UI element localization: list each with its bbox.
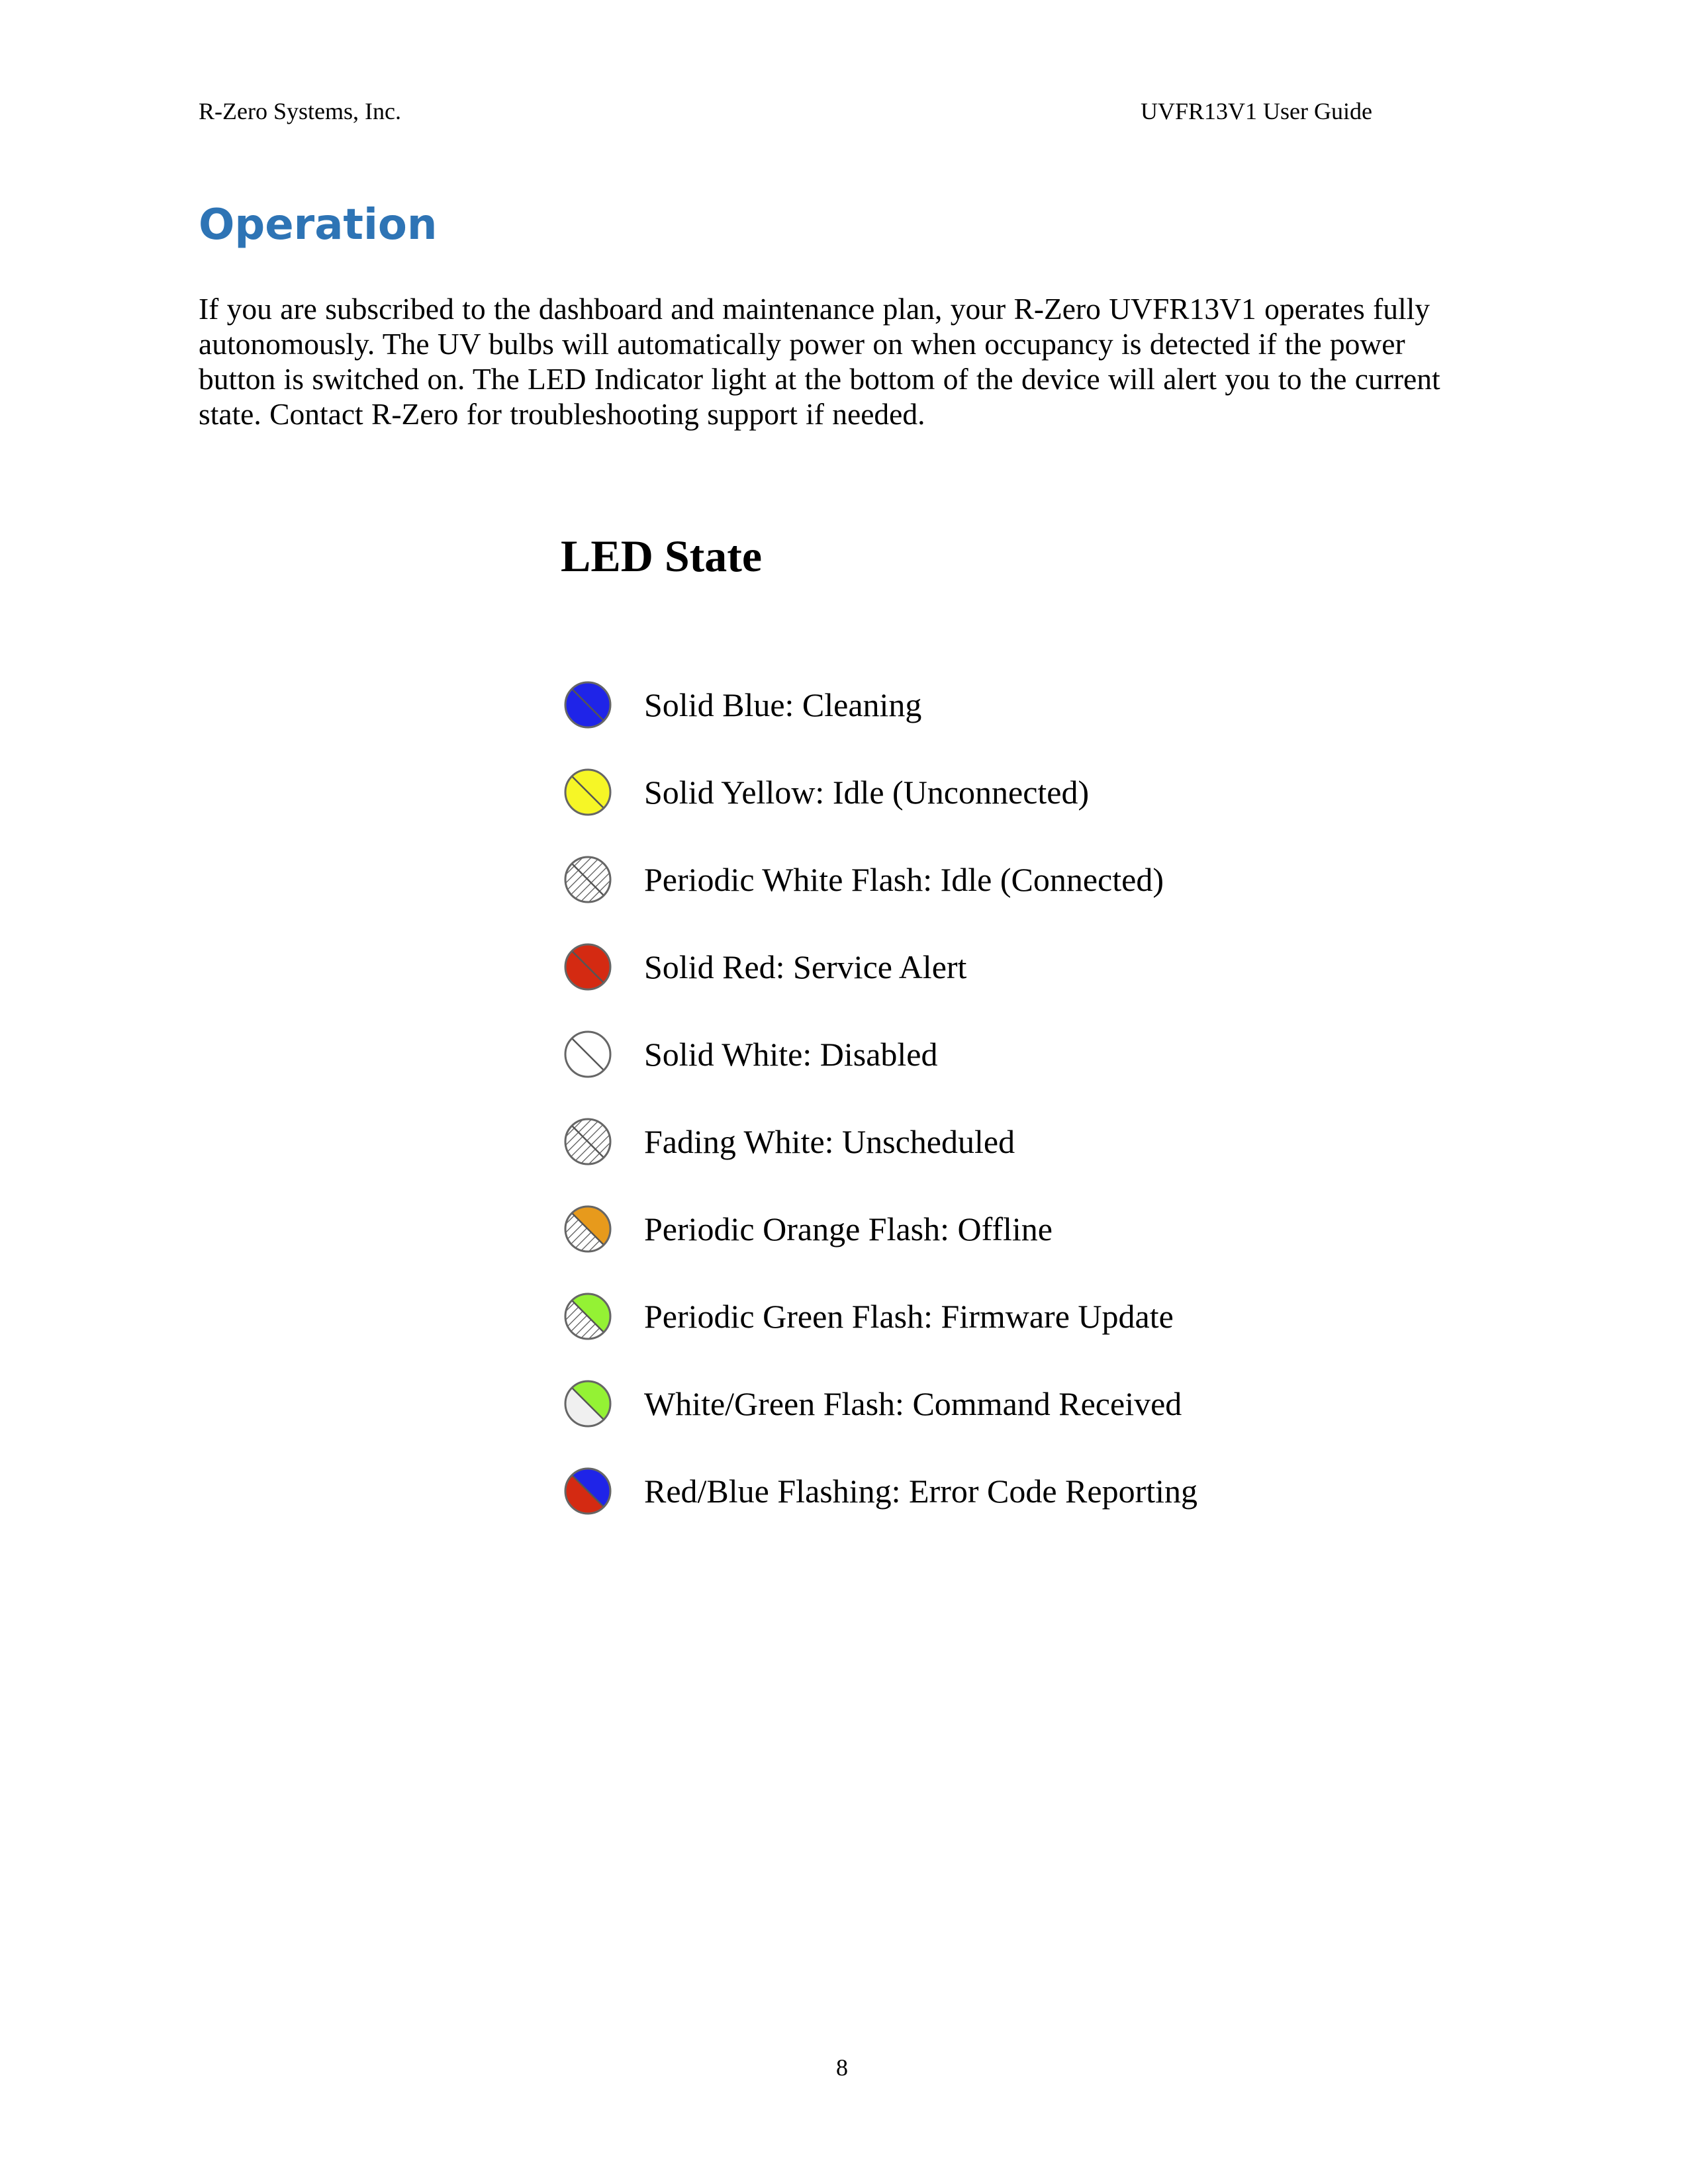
led-state-item	[561, 1290, 1356, 1349]
paragraph-line: button is switched on. The LED Indicator light at the bottom of the device will alert you to the current	[199, 362, 1440, 396]
led-state-label: Red/Blue Flashing: Error Code Reporting	[644, 1473, 1198, 1510]
led-state-item	[561, 678, 1356, 738]
orange-flash-circle-icon	[561, 1203, 614, 1255]
header-company: R-Zero Systems, Inc.	[199, 98, 401, 124]
led-state-label: Periodic White Flash: Idle (Connected)	[644, 861, 1164, 898]
led-state-label: Periodic Orange Flash: Offline	[644, 1210, 1053, 1248]
intro-paragraph	[199, 291, 1463, 432]
led-state-label: Solid White: Disabled	[644, 1036, 938, 1073]
led-state-label: Solid Red: Service Alert	[644, 948, 967, 985]
paragraph-line: autonomously. The UV bulbs will automatically power on when occupancy is detected if the power	[199, 327, 1405, 361]
led-state-item	[561, 1377, 1356, 1437]
red-circle-icon	[561, 940, 614, 993]
led-state-item	[561, 853, 1356, 913]
white-circle-icon	[561, 1028, 614, 1081]
led-state-item	[561, 1465, 1356, 1524]
paragraph-line: state. Contact R-Zero for troubleshooting support if needed.	[199, 397, 925, 431]
yellow-circle-icon	[561, 766, 614, 819]
led-state-label: Solid Yellow: Idle (Unconnected)	[644, 774, 1090, 811]
led-state-label: Fading White: Unscheduled	[644, 1123, 1015, 1160]
led-state-label: Solid Blue: Cleaning	[644, 686, 922, 723]
header-guide-title: UVFR13V1 User Guide	[1141, 98, 1372, 124]
red-blue-circle-icon	[561, 1465, 614, 1518]
page-number: 8	[836, 2054, 848, 2081]
fading-white-circle-icon	[561, 1115, 614, 1168]
paragraph-line: If you are subscribed to the dashboard and maintenance plan, your R-Zero UVFR13V1 operates fully	[199, 292, 1430, 326]
white-flash-circle-icon	[561, 853, 614, 906]
led-state-item	[561, 1115, 1356, 1175]
led-state-item	[561, 766, 1356, 825]
led-state-item	[561, 940, 1356, 1000]
led-state-label: White/Green Flash: Command Received	[644, 1385, 1182, 1422]
led-state-item	[561, 1203, 1356, 1262]
section-title: Operation	[199, 201, 438, 250]
led-state-item	[561, 1028, 1356, 1087]
led-state-title: LED State	[561, 531, 763, 581]
green-flash-circle-icon	[561, 1290, 614, 1343]
blue-circle-icon	[561, 678, 614, 731]
led-state-label: Periodic Green Flash: Firmware Update	[644, 1298, 1174, 1335]
white-green-circle-icon	[561, 1377, 614, 1430]
